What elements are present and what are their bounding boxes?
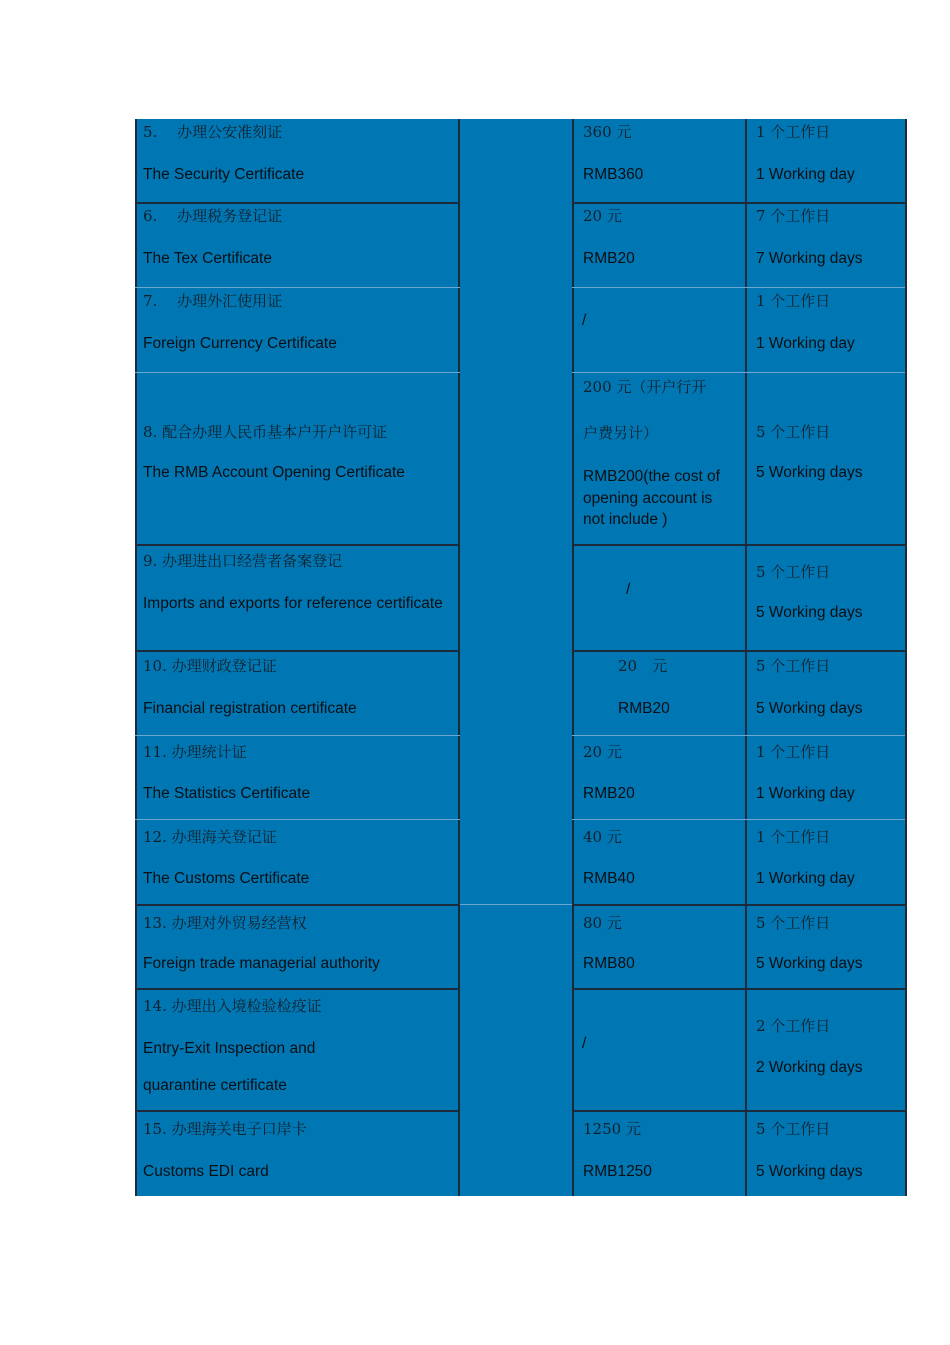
row-divider [572,372,905,373]
row-divider [572,544,905,546]
time-cn: 1 个工作日 [756,123,831,141]
fee-en: RMB80 [583,955,635,972]
time-en: 5 Working days [756,955,863,972]
time-cn: 5 个工作日 [756,423,831,441]
fee-en: RMB1250 [583,1163,652,1180]
item-name-cn: 12. 办理海关登记证 [143,828,277,846]
row-divider [135,650,460,652]
item-name-en: The Security Certificate [143,166,305,183]
item-name-cn: 14. 办理出入境检验检疫证 [143,997,322,1015]
fee-cn: 户费另计） [583,424,659,442]
item-name-cn: 6. 办理税务登记证 [143,207,283,225]
column-divider [572,119,574,1196]
row-divider [135,819,460,820]
time-cn: 5 个工作日 [756,1120,831,1138]
time-cn: 1 个工作日 [756,743,831,761]
row-divider [135,202,460,204]
item-name-en: Financial registration certificate [143,700,357,717]
fee-en: RMB40 [583,870,635,887]
item-name-cn: 7. 办理外汇使用证 [143,292,283,310]
row-divider [572,819,905,820]
time-en: 1 Working day [756,785,855,802]
fees-table [135,119,907,1196]
time-cn: 7 个工作日 [756,207,831,225]
fee-cn: 20 元 [583,743,622,761]
item-name-en: Foreign Currency Certificate [143,335,337,352]
row-divider [135,904,460,906]
time-en: 5 Working days [756,604,863,621]
time-cn: 5 个工作日 [756,657,831,675]
row-divider [572,904,905,906]
row-divider [572,1110,905,1112]
row-divider [572,988,905,990]
time-en: 2 Working days [756,1059,863,1076]
row-divider [135,988,460,990]
time-en: 7 Working days [756,250,863,267]
item-name-en: The Tex Certificate [143,250,272,267]
time-cn: 1 个工作日 [756,828,831,846]
item-name-en: Foreign trade managerial authority [143,955,380,972]
fee-empty: / [582,1035,587,1052]
item-name-cn: 11. 办理统计证 [143,743,247,761]
time-en: 5 Working days [756,1163,863,1180]
fee-cn: 20 元 [618,657,668,675]
fee-cn: 200 元（开户行开 [583,378,707,396]
fee-cn: 40 元 [583,828,622,846]
fee-cn: 1250 元 [583,1120,641,1138]
row-divider [572,735,905,736]
fee-en: RMB20 [583,785,635,802]
fee-empty: / [582,312,587,329]
time-en: 5 Working days [756,464,863,481]
row-divider [135,1110,460,1112]
item-name-cn: 5. 办理公安准刻证 [143,123,283,141]
time-cn: 5 个工作日 [756,563,831,581]
item-name-cn: 13. 办理对外贸易经营权 [143,914,307,932]
item-name-en: The Customs Certificate [143,870,310,887]
time-en: 1 Working day [756,166,855,183]
time-en: 1 Working day [756,870,855,887]
time-cn: 2 个工作日 [756,1017,831,1035]
item-name-cn: 8. 配合办理人民币基本户开户许可证 [143,423,388,441]
row-divider [135,372,460,373]
row-divider [572,202,905,204]
fee-cn: 360 元 [583,123,632,141]
fee-cn: 80 元 [583,914,622,932]
item-name-cn: 10. 办理财政登记证 [143,657,277,675]
fee-cn: 20 元 [583,207,622,225]
time-en: 5 Working days [756,700,863,717]
fee-empty: / [626,581,631,598]
item-name-en: quarantine certificate [143,1077,287,1094]
item-name-en: The Statistics Certificate [143,785,311,802]
row-divider [460,904,572,905]
row-divider [572,287,905,288]
column-divider [745,119,747,1196]
fee-en: RMB200(the cost of opening account is not include ) [583,468,720,528]
row-divider [135,544,460,546]
item-name-en: Customs EDI card [143,1163,269,1180]
row-divider [135,287,460,288]
item-name-en: Entry-Exit Inspection and [143,1040,316,1057]
fee-en: RMB20 [583,250,635,267]
item-name-cn: 15. 办理海关电子口岸卡 [143,1120,307,1138]
time-en: 1 Working day [756,335,855,352]
row-divider [572,650,905,652]
fee-en: RMB360 [583,166,644,183]
time-cn: 5 个工作日 [756,914,831,932]
fee-en: RMB20 [618,700,670,717]
time-cn: 1 个工作日 [756,292,831,310]
item-name-en: The RMB Account Opening Certificate [143,464,405,481]
item-name-cn: 9. 办理进出口经营者备案登记 [143,552,343,570]
row-divider [135,735,460,736]
item-name-en: Imports and exports for reference certificate [143,595,443,612]
column-divider [458,119,460,1196]
table-border-left [135,119,137,1196]
